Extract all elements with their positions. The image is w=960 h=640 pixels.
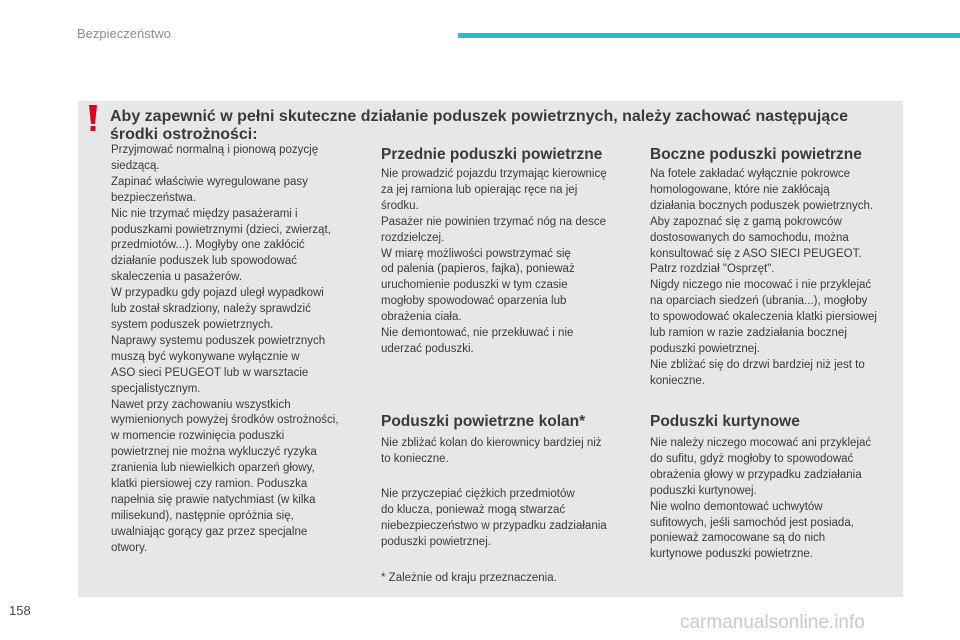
watermark: carmanualsonline.info	[680, 612, 865, 633]
side-airbags-text: Na fotele zakładać wyłącznie pokrowce homologowane, które nie zakłócają działania bocznych poduszek powietrznych. Aby zapoznać się z gamą pokrowców dostosowanych do samochodu, można konsultować się z ASO SIECI PEUGEOT. Patrz rozdział "Osprzęt". Nigdy niczego nie mocować i nie przyklejać na oparciach siedzeń (ubrania...), mogłoby to spowodować okaleczenia klatki piersiowej lub ramion w razie zadziałania bocznej poduszki powietrznej. Nie zbliżać się do drzwi bardziej niż jest to konieczne.	[650, 168, 877, 387]
header-accent-bar	[458, 33, 960, 38]
knee-airbags-footnote: * Zależnie od kraju przeznaczenia.	[381, 572, 557, 584]
knee-airbags-text-2: Nie przyczepiać ciężkich przedmiotów do klucza, ponieważ mogą stwarzać niebezpieczeństwo w przypadku zadziałania poduszki powietrznej.	[381, 488, 607, 548]
front-airbags-heading: Przednie poduszki powietrzne	[381, 146, 603, 163]
knee-airbags-text-1: Nie zbliżać kolan do kierownicy bardziej niż to konieczne.	[381, 437, 602, 465]
curtain-airbags-text: Nie należy niczego mocować ani przyklejać do sufitu, gdyż mogłoby to spowodować obrażenia głowy w przypadku zadziałania poduszki kurtynowej. Nie wolno demontować uchwytów sufitowych, jeśli samochód jest posiada, ponieważ zamocowane są do nich kurtynowe poduszki powietrzne.	[650, 437, 872, 561]
knee-airbags-heading: Poduszki powietrzne kolan*	[381, 413, 586, 430]
general-precautions	[111, 143, 366, 557]
page-number: 158	[9, 603, 31, 618]
front-airbags-text: Nie prowadzić pojazdu trzymając kierownicę za jej ramiona lub opierając ręce na jej środku. Pasażer nie powinien trzymać nóg na desce rozdzielczej. W miarę możliwości powstrzymać się od palenia (papieros, fajka), ponieważ uruchomienie poduszki w tym czasie mogłoby spowodować oparzenia lub obrażenia ciała. Nie demontować, nie przekłuwać i nie uderzać poduszki.	[381, 168, 607, 355]
general-precautions-text: Przyjmować normalną i pionową pozycję siedzącą. Zapinać właściwie wyregulowane pasy bezpieczeństwa. Nic nie trzymać między pasażerami i poduszkami powietrznymi (dzieci, zwierząt, przedmiotów...). Mogłyby one zakłócić działanie poduszek lub spowodować skaleczenia u pasażerów. W przypadku gdy pojazd uległ wypadkowi lub został skradziony, należy sprawdzić system poduszek powietrznych. Naprawy systemu poduszek powietrznych muszą być wykonywane wyłącznie w ASO sieci PEUGEOT lub w warsztacie specjalistycznym. Nawet przy zachowaniu wszystkich wymienionych powyżej środków ostrożności, w momencie rozwinięcia poduszki powietrznej nie można wykluczyć ryzyka zranienia lub niewielkich oparzeń głowy, klatki piersiowej czy ramion. Poduszka napełnia się prawie natychmiast (w kilka milisekund), następnie opróżnia się, uwalniając gorący gaz przez specjalne otwory.	[111, 144, 339, 554]
section-title: Bezpieczeństwo	[77, 26, 171, 41]
exclamation-icon	[84, 103, 102, 133]
warning-headline: Aby zapewnić w pełni skuteczne działanie poduszek powietrznych, należy zachować następujące środki ostrożności:	[110, 108, 848, 143]
curtain-airbags-heading: Poduszki kurtynowe	[650, 413, 800, 430]
side-airbags-heading: Boczne poduszki powietrzne	[650, 146, 862, 163]
